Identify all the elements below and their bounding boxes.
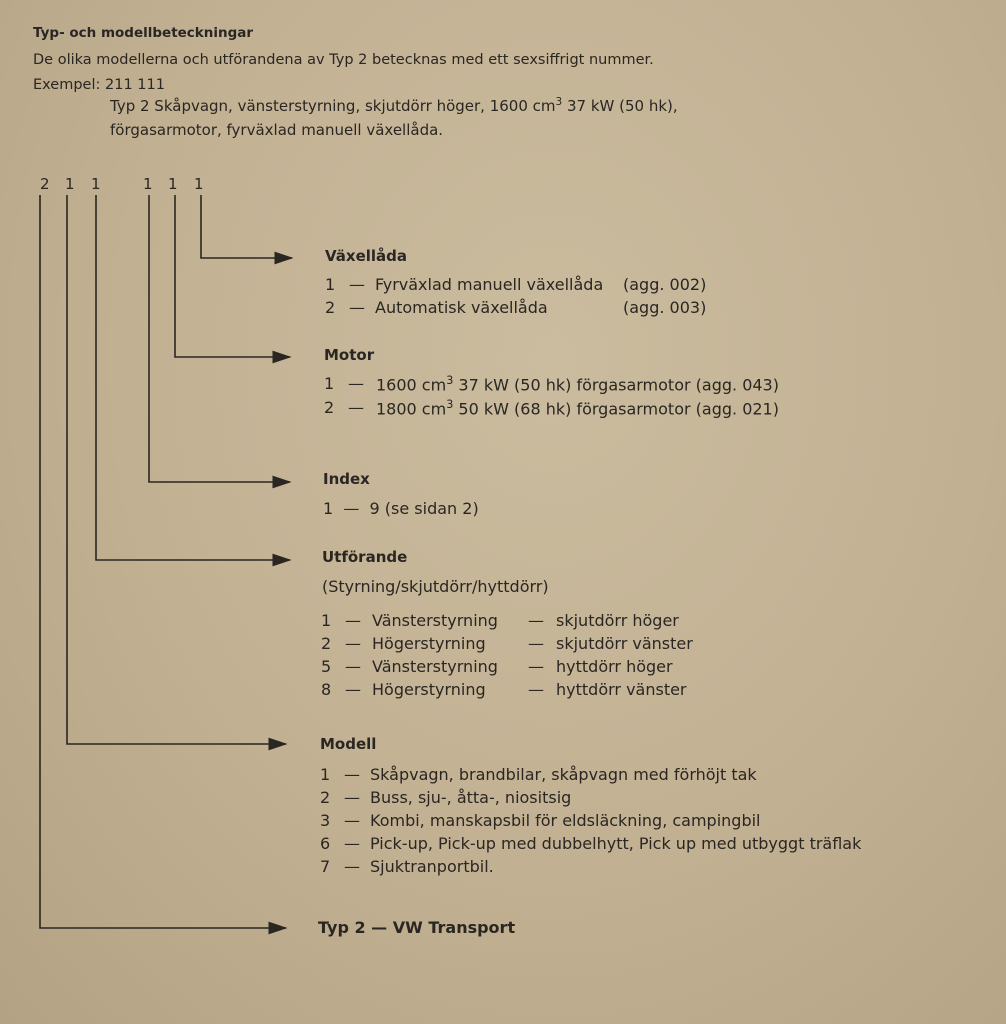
item-door: hyttdörr vänster bbox=[556, 680, 687, 699]
item-steering: Vänsterstyrning bbox=[372, 611, 498, 630]
item-code: (agg. 003) bbox=[623, 298, 707, 317]
page-title: Typ- och modellbeteckningar bbox=[33, 25, 254, 41]
connector-typ bbox=[40, 195, 286, 928]
item-num: 7 bbox=[320, 857, 331, 876]
engine-desc: 50 kW (68 hk) förgasarmotor (agg. 021) bbox=[453, 399, 779, 419]
item-dash: — bbox=[348, 374, 364, 393]
item-dash: — bbox=[345, 634, 361, 653]
digit: 2 bbox=[40, 175, 50, 193]
item-dash: — bbox=[528, 634, 544, 653]
item-text: Fyrväxlad manuell växellåda bbox=[375, 275, 604, 294]
item-dash: — bbox=[344, 857, 360, 876]
item-num: 6 bbox=[320, 834, 331, 853]
item-dash: — bbox=[344, 811, 360, 830]
item-num: 5 bbox=[321, 657, 332, 676]
engine-cc: 1600 cm bbox=[376, 375, 447, 395]
motor-heading: Motor bbox=[324, 346, 375, 364]
item-dash: — bbox=[528, 611, 544, 630]
item-num: 1 bbox=[320, 765, 331, 784]
connector-motor bbox=[175, 195, 290, 357]
example-line-2: förgasarmotor, fyrväxlad manuell växellåda. bbox=[110, 121, 444, 139]
item-dash: — bbox=[349, 275, 365, 294]
connector-modell bbox=[67, 195, 286, 744]
item-dash: — bbox=[528, 680, 544, 699]
index-heading: Index bbox=[323, 470, 370, 488]
digit: 1 bbox=[194, 175, 204, 193]
item-dash: — bbox=[344, 788, 360, 807]
item-dash: — bbox=[344, 834, 360, 853]
item-text bbox=[376, 374, 779, 394]
item-num: 1 bbox=[321, 611, 332, 630]
example-line-1a: Typ 2 Skåpvagn, vänsterstyrning, skjutdörr höger, 1600 cm bbox=[110, 97, 556, 115]
digit: 1 bbox=[143, 175, 153, 193]
item-dash: — bbox=[349, 298, 365, 317]
example-label: Exempel: 211 111 bbox=[33, 77, 165, 93]
engine-desc: 37 kW (50 hk) förgasarmotor (agg. 043) bbox=[453, 375, 779, 395]
engine-sup: 3 bbox=[446, 398, 454, 412]
connector-index bbox=[149, 195, 290, 482]
item-text: Buss, sju-, åtta-, niositsig bbox=[370, 788, 572, 807]
item-text: Sjuktranportbil. bbox=[370, 857, 494, 876]
item-steering: Vänsterstyrning bbox=[372, 657, 498, 676]
item-door: hyttdörr höger bbox=[556, 657, 673, 676]
modell-list bbox=[320, 765, 861, 876]
item-text bbox=[376, 398, 779, 418]
digit: 1 bbox=[91, 175, 101, 193]
utforande-heading: Utförande bbox=[322, 548, 408, 566]
digit: 1 bbox=[168, 175, 178, 193]
item-num: 8 bbox=[321, 680, 332, 699]
item-num: 2 bbox=[321, 634, 332, 653]
index-line: 1 — 9 (se sidan 2) bbox=[323, 499, 479, 518]
item-door: skjutdörr höger bbox=[556, 611, 679, 630]
vaxellada-list bbox=[325, 275, 706, 317]
engine-cc: 1800 cm bbox=[376, 399, 447, 419]
connector-vaxellada bbox=[201, 195, 292, 258]
utforande-subheading: (Styrning/skjutdörr/hyttdörr) bbox=[322, 577, 549, 596]
utforande-list bbox=[321, 611, 693, 699]
digit: 1 bbox=[65, 175, 75, 193]
example-sup: 3 bbox=[555, 96, 563, 108]
item-text: Kombi, manskapsbil för eldsläckning, campingbil bbox=[370, 811, 761, 830]
motor-list bbox=[324, 374, 779, 419]
item-num: 3 bbox=[320, 811, 331, 830]
item-text: Pick-up, Pick-up med dubbelhytt, Pick up med utbyggt träflak bbox=[370, 834, 862, 853]
item-steering: Högerstyrning bbox=[372, 634, 486, 653]
item-code: (agg. 002) bbox=[623, 275, 707, 294]
intro-text: De olika modellerna och utförandena av Typ 2 betecknas med ett sexsiffrigt nummer. bbox=[33, 52, 654, 68]
typ-heading: Typ 2 — VW Transport bbox=[318, 918, 516, 937]
engine-sup: 3 bbox=[446, 374, 454, 387]
item-dash: — bbox=[345, 680, 361, 699]
modell-heading: Modell bbox=[320, 735, 377, 753]
item-num: 2 bbox=[324, 398, 335, 418]
item-dash: — bbox=[528, 657, 544, 676]
item-num: 1 bbox=[325, 275, 336, 294]
item-text: Automatisk växellåda bbox=[375, 298, 548, 317]
item-dash: — bbox=[345, 657, 361, 676]
item-dash: — bbox=[344, 765, 360, 784]
item-num: 2 bbox=[325, 298, 336, 317]
connector-utforande bbox=[96, 195, 290, 560]
item-door: skjutdörr vänster bbox=[556, 634, 693, 653]
item-dash: — bbox=[345, 611, 361, 630]
item-text: Skåpvagn, brandbilar, skåpvagn med förhöjt tak bbox=[370, 765, 757, 784]
item-dash: — bbox=[348, 398, 364, 418]
item-steering: Högerstyrning bbox=[372, 680, 486, 699]
item-num: 2 bbox=[320, 788, 331, 807]
vaxellada-heading: Växellåda bbox=[325, 247, 408, 265]
example-line-1b: 37 kW (50 hk), bbox=[562, 97, 678, 115]
item-num: 1 bbox=[324, 374, 335, 393]
